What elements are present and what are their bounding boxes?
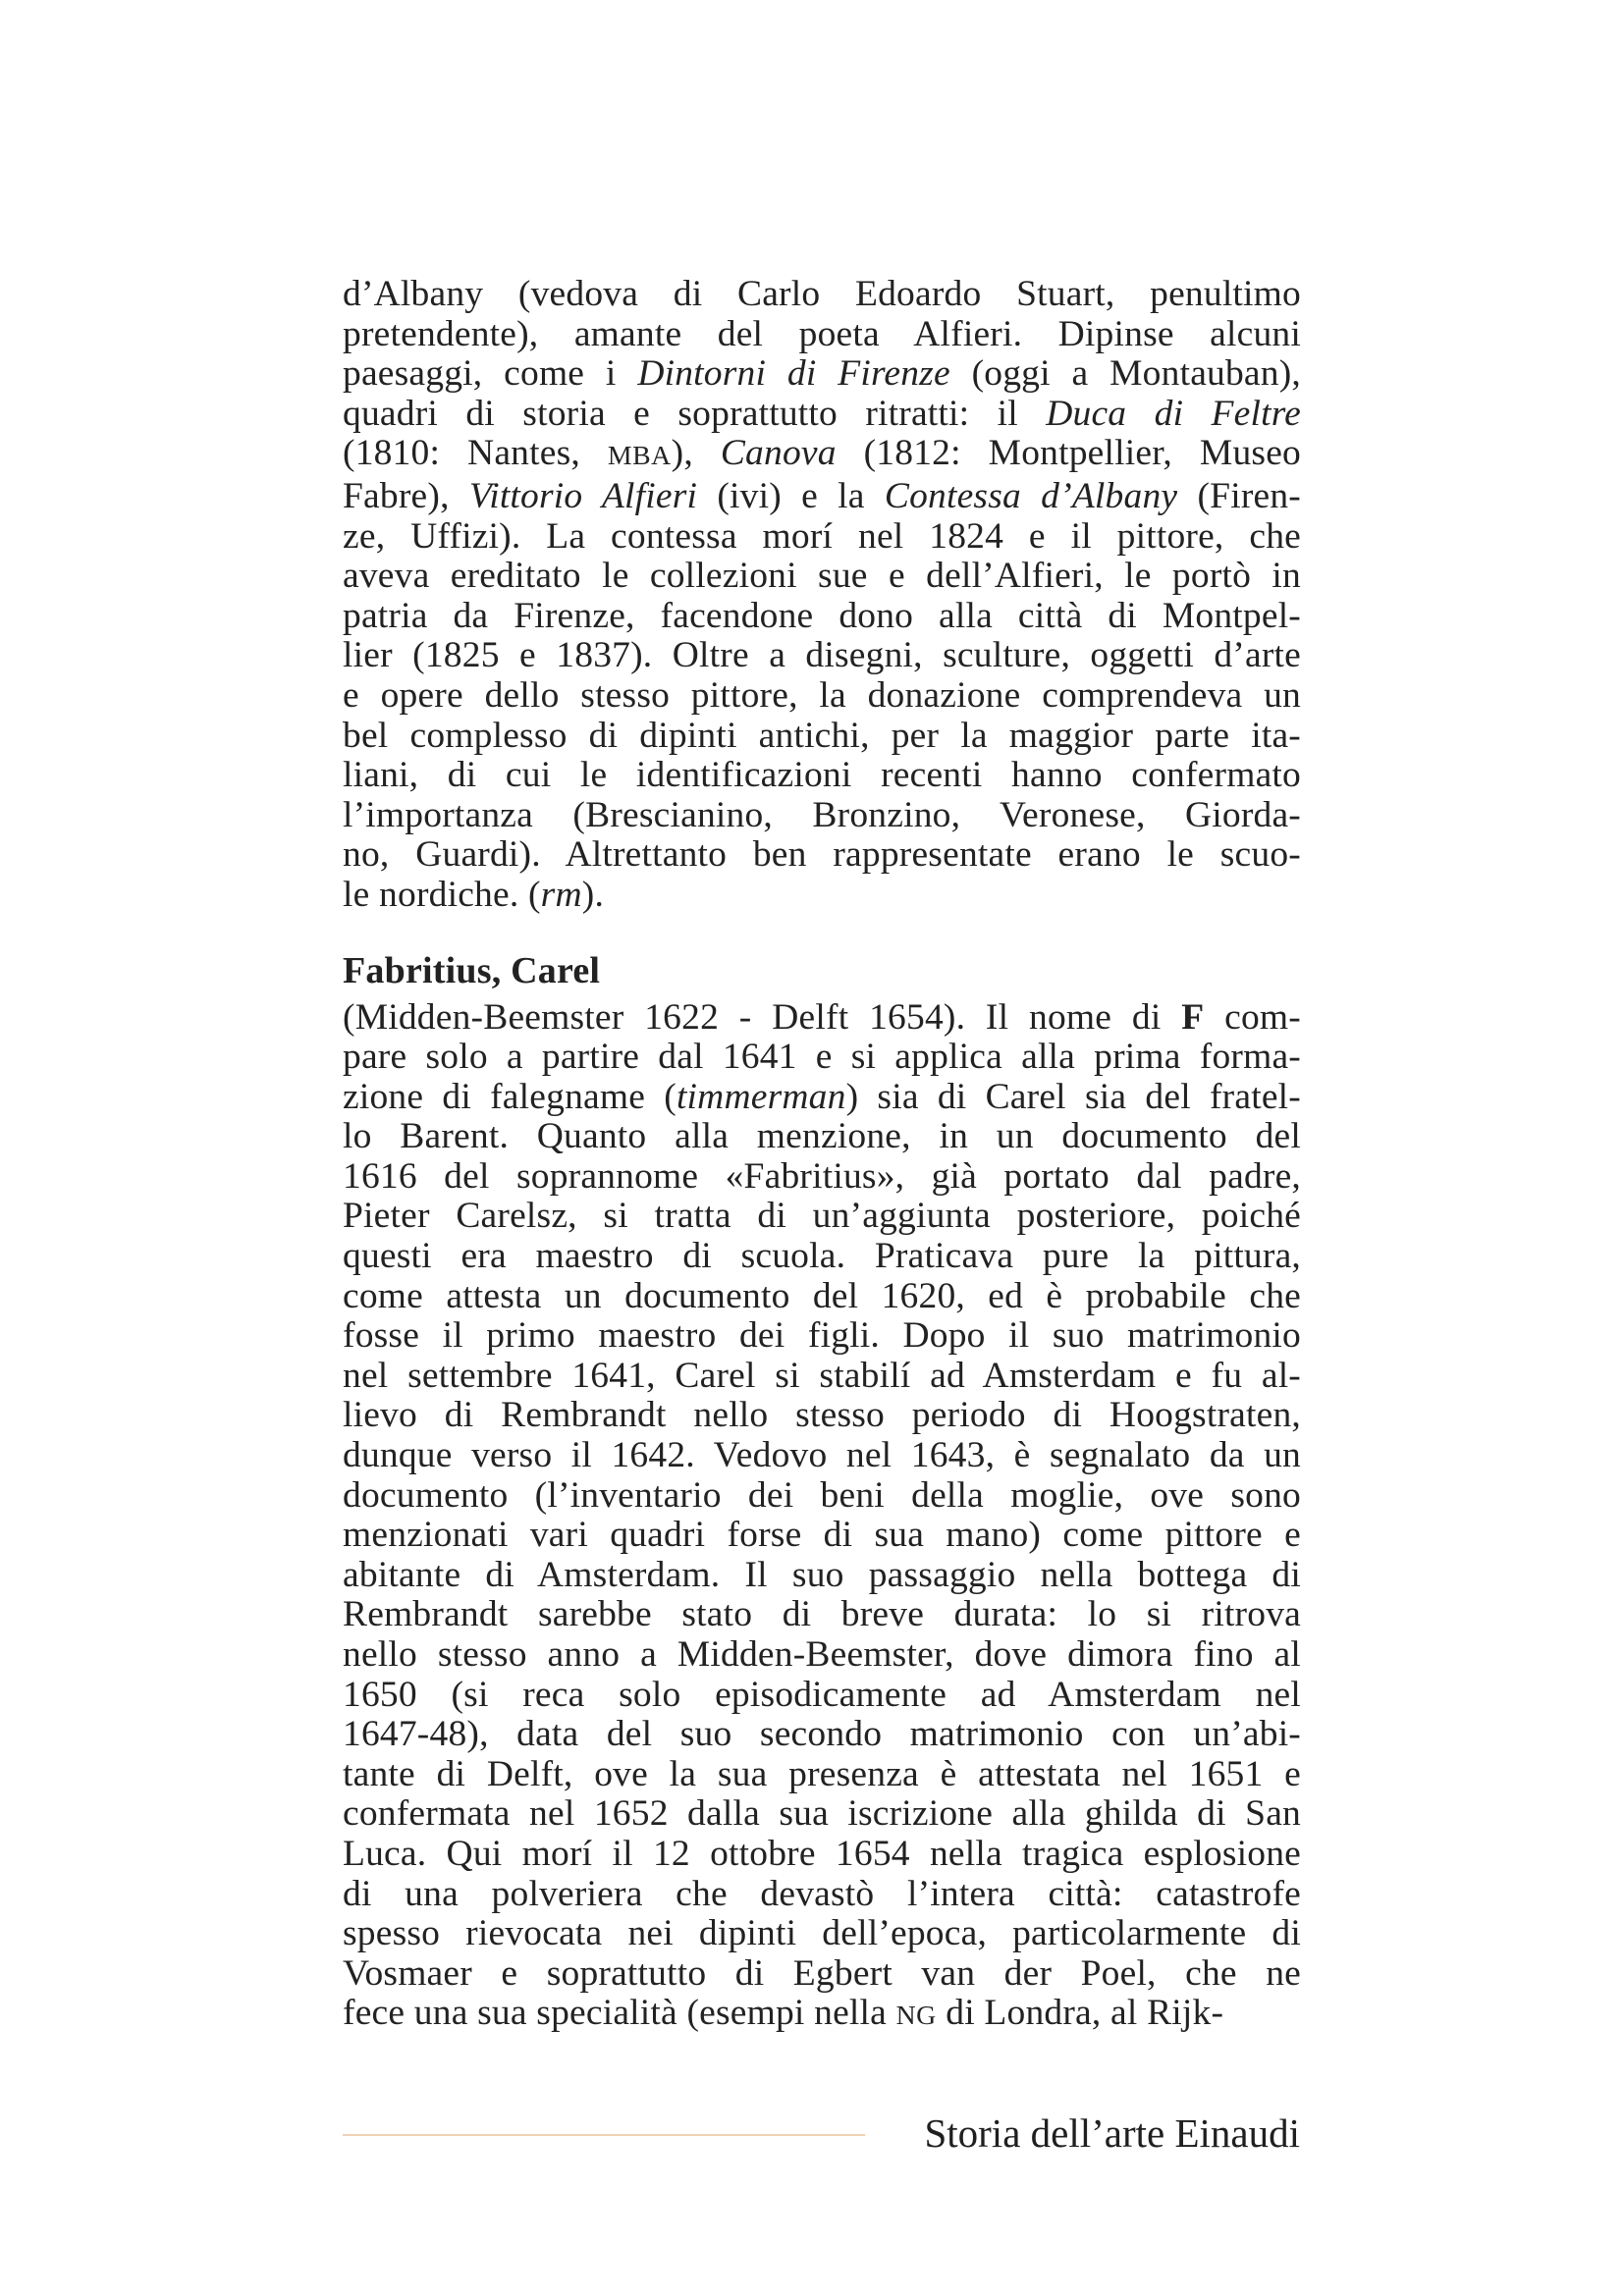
text-run: rm: [540, 874, 582, 915]
text-run: menzionati vari quadri forse di sua mano) come pittore e: [343, 1515, 1301, 1556]
text-line: [343, 1357, 1301, 1397]
text-run: questi era maestro di scuola. Praticava pure la pittura,: [343, 1236, 1301, 1277]
text-run: tante di Delft, ove la sua presenza è attestata nel 1651 e: [343, 1753, 1301, 1794]
entry-paragraph: [343, 998, 1301, 2037]
text-line: [343, 1277, 1301, 1317]
text-run: zione di falegname (: [343, 1076, 676, 1117]
text-run: di Londra, al Rijk-: [936, 1993, 1224, 2034]
text-line: [343, 434, 1301, 477]
text-run: (Firen-: [1177, 475, 1301, 516]
text-run: fosse il primo maestro dei figli. Dopo il suo matrimonio: [343, 1315, 1301, 1357]
text-run: 1616 del soprannome «Fabritius», già portato dal padre,: [343, 1155, 1301, 1197]
text-run: 1650 (si reca solo episodicamente ad Amsterdam nel: [343, 1674, 1301, 1715]
text-line: [343, 1715, 1301, 1755]
text-line: [343, 1157, 1301, 1198]
text-run: (1812: Montpellier, Museo: [836, 433, 1301, 474]
text-line: [343, 395, 1301, 435]
text-run: MBA: [607, 441, 672, 472]
footer-publisher: Storia dell’arte Einaudi: [924, 2110, 1300, 2156]
text-run: dunque verso il 1642. Vedovo nel 1643, è segnalato da un: [343, 1435, 1301, 1476]
entry-title: Fabritius, Carel: [343, 949, 601, 991]
text-line: [343, 1755, 1301, 1795]
text-line: [343, 557, 1301, 597]
text-run: le nordiche. (: [343, 874, 541, 915]
text-line: [343, 597, 1301, 637]
text-run: 1647-48), data del suo secondo matrimonio con un’abi-: [343, 1714, 1301, 1755]
text-run: come attesta un documento del 1620, ed è probabile che: [343, 1275, 1301, 1316]
text-line: [343, 1396, 1301, 1436]
text-run: documento (l’inventario dei beni della moglie, ove sono: [343, 1474, 1301, 1516]
text-run: quadri di storia e soprattutto ritratti: il: [343, 393, 1047, 434]
text-line: [343, 1835, 1301, 1875]
text-run: bel complesso di dipinti antichi, per la maggior parte ita-: [343, 715, 1301, 756]
text-run: ),: [671, 433, 721, 474]
text-line: [343, 756, 1301, 796]
text-line: [343, 315, 1301, 355]
text-run: lo Barent. Quanto alla menzione, in un documento del: [343, 1116, 1301, 1157]
text-line: [343, 835, 1301, 876]
text-line: [343, 876, 1301, 916]
text-line: [343, 998, 1301, 1039]
text-run: Contessa d’Albany: [884, 475, 1178, 516]
text-line: [343, 1038, 1301, 1078]
text-run: ) sia di Carel sia del fratel-: [845, 1076, 1301, 1117]
text-run: (ivi) e la: [697, 475, 885, 516]
text-line: [343, 1516, 1301, 1556]
text-run: Canova: [720, 433, 837, 474]
footer-rule: [343, 2134, 865, 2136]
text-run: liani, di cui le identificazioni recenti hanno confermato: [343, 755, 1301, 796]
text-line: [343, 275, 1301, 315]
text-run: Vittorio Alfieri: [468, 475, 698, 516]
text-run: nel settembre 1641, Carel si stabilí ad Amsterdam e fu al-: [343, 1355, 1301, 1396]
text-run: com-: [1204, 996, 1301, 1038]
text-run: abitante di Amsterdam. Il suo passaggio nella bottega di: [343, 1554, 1301, 1595]
text-line: [343, 354, 1301, 395]
text-run: nello stesso anno a Midden-Beemster, dove dimora fino al: [343, 1634, 1301, 1675]
text-line: [343, 1197, 1301, 1237]
text-run: ze, Uffizi). La contessa morí nel 1824 e il pittore, che: [343, 515, 1301, 557]
text-run: Dintorni di Firenze: [637, 353, 950, 395]
text-line: [343, 1954, 1301, 1995]
text-line: [343, 1914, 1301, 1954]
text-run: lier (1825 e 1837). Oltre a disegni, sculture, oggetti d’arte: [343, 635, 1301, 676]
text-line: [343, 1078, 1301, 1118]
text-run: paesaggi, come i: [343, 353, 638, 395]
text-run: ).: [581, 874, 605, 915]
text-run: pretendente), amante del poeta Alfieri. Dipinse alcuni: [343, 313, 1301, 354]
text-run: (oggi a Montauban),: [949, 353, 1301, 395]
text-run: no, Guardi). Altrettanto ben rappresentate erano le scuo-: [343, 834, 1301, 876]
text-line: [343, 1476, 1301, 1517]
text-run: Duca di Feltre: [1046, 393, 1301, 434]
text-run: (Midden-Beemster 1622 - Delft 1654). Il nome di: [343, 996, 1182, 1038]
text-line: [343, 1316, 1301, 1357]
text-run: confermata nel 1652 dalla sua iscrizione alla ghilda di San: [343, 1793, 1301, 1835]
text-run: l’importanza (Brescianino, Bronzino, Veronese, Giorda-: [343, 794, 1301, 835]
text-run: pare solo a partire dal 1641 e si applica alla prima forma-: [343, 1037, 1301, 1078]
text-line: [343, 1635, 1301, 1676]
text-line: [343, 477, 1301, 517]
text-run: Fabre),: [343, 475, 469, 516]
text-line: [343, 1237, 1301, 1277]
text-run: di una polveriera che devastò l’intera città: catastrofe: [343, 1873, 1301, 1914]
text-run: spesso rievocata nei dipinti dell’epoca, particolarmente di: [343, 1913, 1301, 1954]
text-line: [343, 517, 1301, 558]
text-column: [343, 275, 1301, 2037]
text-run: e opere dello stesso pittore, la donazione comprendeva un: [343, 674, 1301, 716]
text-run: NG: [895, 2001, 937, 2032]
text-run: d’Albany (vedova di Carlo Edoardo Stuart, penultimo: [343, 274, 1301, 314]
text-line: [343, 1875, 1301, 1915]
text-line: [343, 1117, 1301, 1157]
text-run: fece una sua specialità (esempi nella: [343, 1993, 896, 2034]
text-run: Vosmaer e soprattutto di Egbert van der Poel, che ne: [343, 1952, 1301, 1994]
text-run: aveva ereditato le collezioni sue e dell’Alfieri, le portò in: [343, 556, 1301, 597]
text-run: F: [1181, 996, 1205, 1038]
text-line: [343, 1595, 1301, 1635]
text-run: lievo di Rembrandt nello stesso periodo di Hoogstraten,: [343, 1395, 1301, 1436]
text-line: [343, 1794, 1301, 1835]
text-line: [343, 796, 1301, 836]
text-line: [343, 717, 1301, 757]
continuation-paragraph: [343, 275, 1301, 916]
text-line: [343, 1556, 1301, 1596]
text-line: [343, 1676, 1301, 1716]
text-run: Luca. Qui morí il 12 ottobre 1654 nella tragica esplosione: [343, 1833, 1301, 1874]
text-run: Rembrandt sarebbe stato di breve durata: lo si ritrova: [343, 1594, 1301, 1635]
text-run: (1810: Nantes,: [343, 433, 608, 474]
text-run: timmerman: [676, 1076, 846, 1117]
text-line: [343, 1436, 1301, 1476]
text-run: Pieter Carelsz, si tratta di un’aggiunta posteriore, poiché: [343, 1196, 1301, 1237]
text-line: [343, 636, 1301, 676]
text-run: patria da Firenze, facendone dono alla città di Montpel-: [343, 595, 1301, 636]
text-line: [343, 676, 1301, 717]
text-line: [343, 1994, 1301, 2037]
